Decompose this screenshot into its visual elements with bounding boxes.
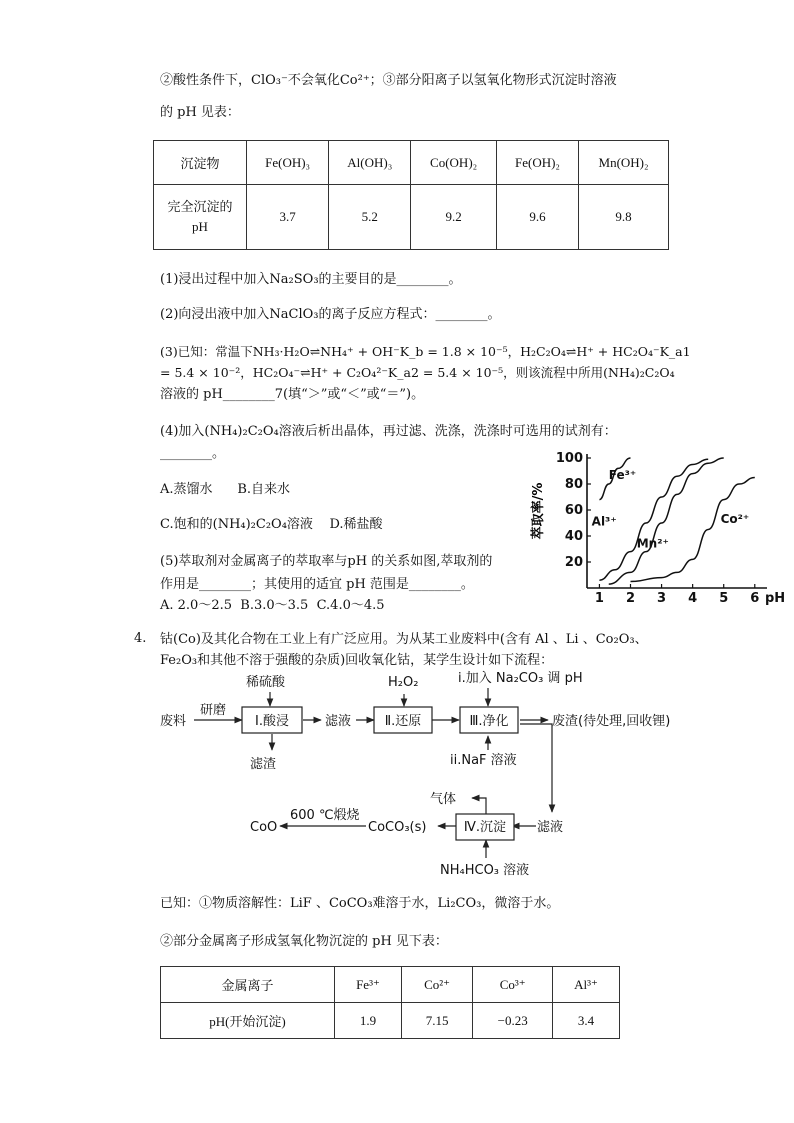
flow-nh4hco3: NH₄HCO₃ 溶液 <box>440 863 530 878</box>
x-axis-label: pH <box>765 591 786 606</box>
table1-cell: 9.8 <box>579 185 669 250</box>
y-tick-label: 100 <box>555 451 583 466</box>
process-flowchart <box>150 664 710 884</box>
y-tick-label: 80 <box>564 477 583 492</box>
flow-arrow <box>520 724 552 812</box>
table1-cell: 9.2 <box>411 185 497 250</box>
table1-header: 沉淀物 <box>154 141 247 185</box>
flow-box2-label: Ⅱ.还原 <box>384 714 422 729</box>
metal-ion-ph-table <box>160 966 620 1039</box>
y-tick-label: 40 <box>564 529 583 544</box>
table1-cell: 5.2 <box>329 185 411 250</box>
known-line-2: ②部分金属离子形成氢氧化物沉淀的 pH 见下表： <box>160 934 448 949</box>
flow-step-i: i.加入 Na₂CO₃ 调 pH <box>458 671 583 686</box>
question-4b-line-1: 钴(Co)及其化合物在工业上有广泛应用。为从某工业废料中(含有 Al 、Li 、Co₂O₃、 <box>160 632 648 647</box>
table2-header: Co²⁺ <box>401 967 472 1003</box>
question-3-line-b: = 5.4 × 10⁻²，HC₂O₄⁻⇌H⁺ + C₂O₄²⁻K_a2 = 5.4 × 10⁻⁵，则该流程中所用(NH₄)₂C₂O₄ <box>160 365 675 380</box>
chart-ylabel: 萃取率/% <box>531 482 546 540</box>
x-tick-label: 6 <box>750 591 760 606</box>
known-line-1: 已知：①物质溶解性：LiF 、CoCO₃难溶于水，Li₂CO₃，微溶于水。 <box>160 896 560 911</box>
question-5-line-b: 作用是________；其使用的适宜 pH 范围是________。 <box>160 577 474 592</box>
table2-header: Al³⁺ <box>553 967 620 1003</box>
x-tick-label: 3 <box>657 591 667 606</box>
table1-row-label-b: pH <box>192 219 208 234</box>
extraction-rate-chart <box>525 444 786 606</box>
intro-line-2: 的 pH 见表： <box>160 105 240 120</box>
question-2: (2)向浸出液中加入NaClO₃的离子反应方程式：________。 <box>160 307 501 322</box>
table2-header: Fe³⁺ <box>335 967 402 1003</box>
question-4-options-1: A.蒸馏水 B.自来水 <box>160 482 291 497</box>
series-label: Al³⁺ <box>591 514 617 529</box>
question-3-line-c: 溶液的 pH________7(填“＞”或“＜”或“＝”)。 <box>160 387 425 402</box>
intro-line-1: ②酸性条件下，ClO₃⁻不会氧化Co²⁺；③部分阳离子以氢氧化物形式沉淀时溶液 <box>160 73 617 88</box>
flow-box4-label: Ⅳ.沉淀 <box>463 820 507 835</box>
question-3-line-a: (3)已知：常温下NH₃·H₂O⇌NH₄⁺ + OH⁻K_b = 1.8 × 10⁻⁵，H₂C₂O₄⇌H⁺ + HC₂O₄⁻K_a1 <box>160 344 691 359</box>
table1-cell: 9.6 <box>496 185 578 250</box>
flow-box3-label: Ⅲ.净化 <box>469 714 509 729</box>
question-1: (1)浸出过程中加入Na₂SO₃的主要目的是________。 <box>160 272 462 287</box>
table2-cell: 1.9 <box>335 1003 402 1039</box>
series-label: Mn²⁺ <box>636 536 669 551</box>
flow-coco3: CoCO₃(s) <box>368 820 427 835</box>
table2-cell: 7.15 <box>401 1003 472 1039</box>
series-label: Co²⁺ <box>720 512 750 526</box>
flow-step-ii: ii.NaF 溶液 <box>450 753 517 768</box>
table2-header: Co³⁺ <box>473 967 553 1003</box>
flow-waste: 废渣(待处理,回收锂) <box>552 714 671 729</box>
flow-box1-label: Ⅰ.酸浸 <box>255 714 289 729</box>
flow-grind: 研磨 <box>200 703 227 718</box>
series-label: Fe³⁺ <box>608 467 637 482</box>
flow-residue: 滤渣 <box>250 757 277 772</box>
question-5-line-a: (5)萃取剂对金属离子的萃取率与pH 的关系如图,萃取剂的 <box>160 554 493 569</box>
question-4b-line-2: Fe₂O₃和其他不溶于强酸的杂质)回收氧化钴，某学生设计如下流程： <box>160 653 554 668</box>
x-tick-label: 5 <box>719 591 729 606</box>
flow-feed: 废料 <box>160 714 187 729</box>
precipitation-table <box>153 140 669 250</box>
y-tick-label: 60 <box>564 503 583 518</box>
table1-header: Fe(OH)₂ <box>496 141 578 185</box>
flow-coo: CoO <box>250 820 278 835</box>
table1-cell: 3.7 <box>247 185 329 250</box>
x-tick-label: 1 <box>594 591 604 606</box>
question-4-options-2: C.饱和的(NH₄)₂C₂O₄溶液 D.稀盐酸 <box>160 517 383 532</box>
series-line <box>631 478 755 582</box>
table2-row-label: pH(开始沉淀) <box>161 1003 335 1039</box>
flow-calcine: 600 ℃煅烧 <box>290 808 360 823</box>
question-4-line-b: ________。 <box>160 446 226 461</box>
table2-cell: −0.23 <box>473 1003 553 1039</box>
table1-row-label-a: 完全沉淀的 <box>167 199 233 214</box>
x-tick-label: 4 <box>688 591 698 606</box>
question-4-number: 4. <box>134 631 147 646</box>
table1-header: Al(OH)₃ <box>329 141 411 185</box>
table1-header: Mn(OH)₂ <box>579 141 669 185</box>
table2-cell: 3.4 <box>553 1003 620 1039</box>
table1-header: Fe(OH)₃ <box>247 141 329 185</box>
question-5-options: A. 2.0～2.5 B.3.0～3.5 C.4.0～4.5 <box>160 598 385 613</box>
flow-gas: 气体 <box>430 792 457 807</box>
table1-header: Co(OH)₂ <box>411 141 497 185</box>
flow-filtrate-1: 滤液 <box>325 714 352 729</box>
x-tick-label: 2 <box>625 591 636 606</box>
table1-row-label <box>154 185 247 250</box>
y-tick-label: 20 <box>564 555 583 570</box>
flow-arrow <box>472 798 486 814</box>
question-4-line-a: (4)加入(NH₄)₂C₂O₄溶液后析出晶体，再过滤、洗涤，洗涤时可选用的试剂有： <box>160 424 617 439</box>
flow-h2o2: H₂O₂ <box>388 675 419 690</box>
table2-header: 金属离子 <box>161 967 335 1003</box>
flow-acid: 稀硫酸 <box>246 675 286 690</box>
flow-filtrate-2: 滤液 <box>537 820 564 835</box>
